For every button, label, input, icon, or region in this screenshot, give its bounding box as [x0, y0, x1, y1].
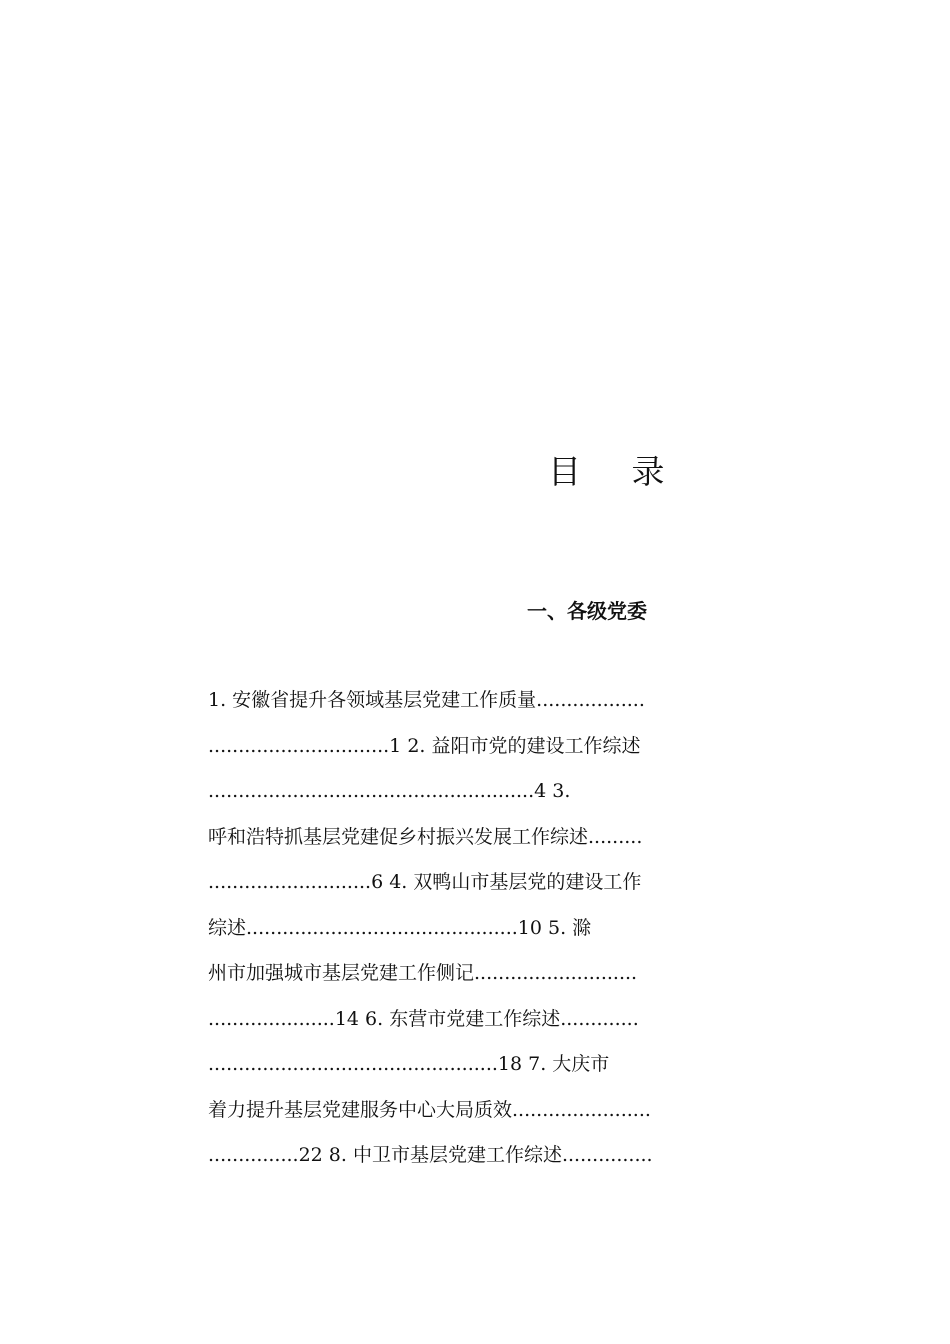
toc-line: ................................................18 7. 大庆市: [208, 1053, 610, 1075]
toc-line: 着力提升基层党建服务中心大局质效.......................: [208, 1098, 651, 1121]
toc-line: 呼和浩特抓基层党建促乡村振兴发展工作综述.........: [208, 825, 643, 848]
toc-line: ...............22 8. 中卫市基层党建工作综述...............: [208, 1144, 653, 1166]
toc-line: 综述.............................................10 5. 滁: [208, 916, 592, 939]
section-heading: 一、各级党委: [527, 599, 647, 623]
toc-line: 1. 安徽省提升各领域基层党建工作质量..................: [208, 689, 645, 711]
toc-line: ......................................................4 3.: [208, 780, 571, 802]
toc-line: ...........................6 4. 双鸭山市基层党的建设工作: [208, 871, 642, 893]
toc-title: 目 录: [548, 452, 685, 491]
toc-line: 州市加强城市基层党建工作侧记...........................: [208, 962, 638, 984]
toc-line: .....................14 6. 东营市党建工作综述.............: [208, 1007, 639, 1030]
toc-line: ..............................1 2. 益阳市党的建设工作综述: [208, 734, 641, 757]
toc-list: [208, 682, 748, 1183]
